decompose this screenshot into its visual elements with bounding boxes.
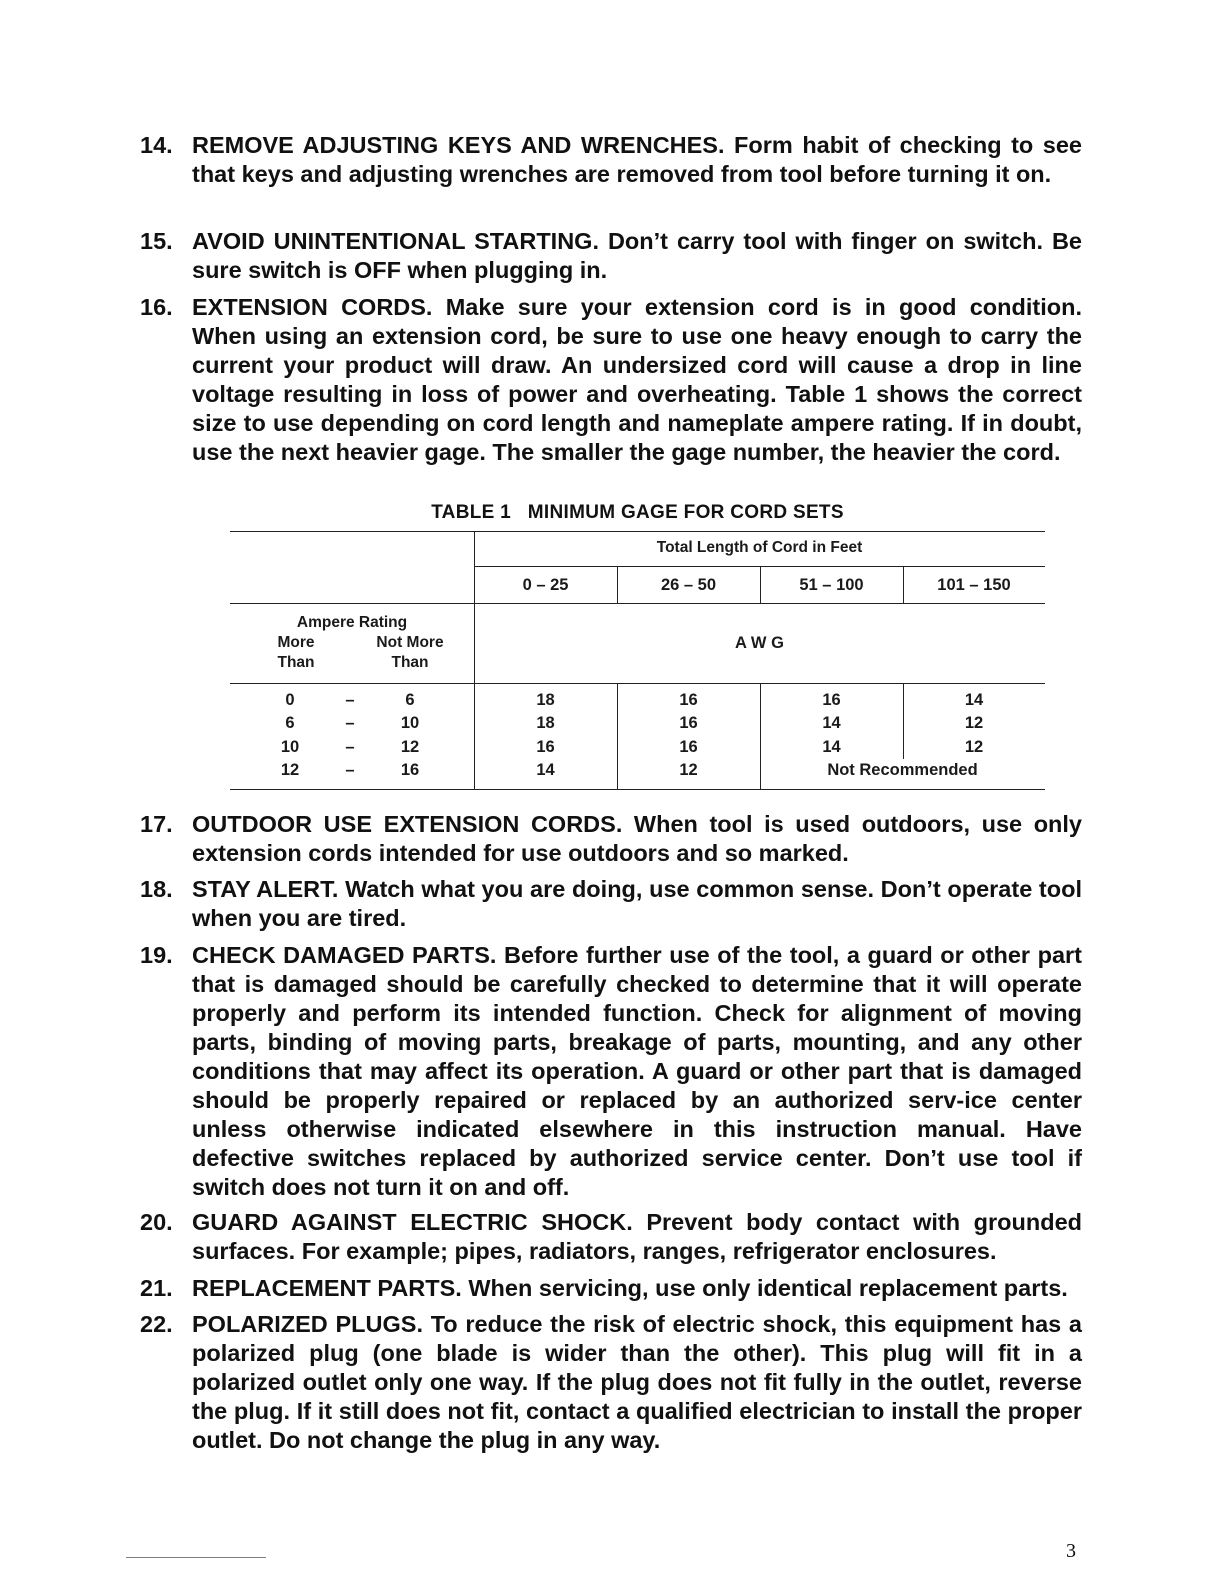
item-text: Before further use of the tool, a guard or other part that is damaged should be carefully checked to determine that it will operate properly and perform its intended function. Check for alignment of moving parts, binding of moving parts, breakage of parts, mounting, and any other conditions that may affect its operation. A guard or other part that is damaged should be properly repaired or replaced by an authorized serv-ice center unless otherwise indicated elsewhere in this instruction manual. Have defective switches replaced by authorized service center. Don’t use tool if switch does not turn it on and off. bbox=[192, 942, 1082, 1200]
gage-cell: 12 bbox=[964, 714, 984, 732]
table-divider-main bbox=[474, 531, 475, 789]
amp-more: 0 bbox=[285, 691, 295, 709]
item-text: To reduce the risk of electric shock, this equipment has a polarized plug (one blade is wider than the other). This plug will fit in a polarized outlet only one way. If the plug does not fit fully in the outlet, reverse the plug. If it still does not fit, contact a qualified electrician to install the proper outlet. Do not change the plug in any way. bbox=[192, 1311, 1083, 1453]
gage-cell: 14 bbox=[964, 691, 984, 709]
safety-item-16 bbox=[140, 293, 1082, 467]
safety-item-17 bbox=[140, 810, 1082, 868]
item-text: When tool is used outdoors, use only extension cords intended for use outdoors and so marked. bbox=[192, 811, 1082, 866]
gage-cell: 12 bbox=[964, 738, 984, 756]
not-recommended-cell: Not Recommended bbox=[827, 761, 978, 779]
not-more-than-header: Not More Than bbox=[376, 634, 444, 671]
item-number: 22. bbox=[140, 1311, 173, 1337]
item-text: Don’t carry tool with finger on switch. Be sure switch is OFF when plugging in. bbox=[192, 228, 1082, 283]
safety-item-15 bbox=[140, 227, 1082, 285]
length-header: Total Length of Cord in Feet bbox=[656, 539, 863, 556]
table-rule-header bbox=[230, 603, 1045, 604]
item-text: When servicing, use only identical replacement parts. bbox=[461, 1275, 1068, 1301]
amp-more: 6 bbox=[285, 714, 295, 732]
safety-item-19 bbox=[140, 941, 1082, 1202]
item-title: POLARIZED PLUGS. bbox=[192, 1311, 423, 1337]
gage-cell: 16 bbox=[679, 714, 698, 732]
item-number: 19. bbox=[140, 942, 173, 968]
item-text: Watch what you are doing, use common sense. Don’t operate tool when you are tired. bbox=[192, 876, 1082, 931]
item-title: REMOVE ADJUSTING KEYS AND WRENCHES. bbox=[192, 132, 725, 158]
length-col-1: 0 – 25 bbox=[522, 576, 569, 594]
amp-dash: – bbox=[345, 761, 355, 779]
table-divider-col2 bbox=[617, 566, 618, 603]
amp-dash: – bbox=[345, 691, 355, 709]
gage-cell: 18 bbox=[536, 691, 555, 709]
item-title: CHECK DAMAGED PARTS. bbox=[192, 942, 497, 968]
gage-cell: 18 bbox=[536, 714, 555, 732]
gage-cell: 12 bbox=[679, 761, 698, 779]
item-number: 16. bbox=[140, 294, 173, 320]
length-col-4: 101 – 150 bbox=[937, 576, 1011, 594]
amp-not-more: 10 bbox=[400, 714, 420, 732]
item-number: 17. bbox=[140, 811, 173, 837]
amp-not-more: 6 bbox=[405, 691, 415, 709]
gage-cell: 14 bbox=[536, 761, 555, 779]
amp-dash: – bbox=[345, 738, 355, 756]
item-title: REPLACEMENT PARTS. bbox=[192, 1275, 462, 1301]
amp-not-more: 12 bbox=[400, 738, 420, 756]
amp-dash: – bbox=[345, 714, 355, 732]
length-col-2: 26 – 50 bbox=[660, 576, 717, 594]
safety-item-22 bbox=[140, 1310, 1082, 1455]
ampere-header: Ampere Rating bbox=[296, 614, 408, 631]
gage-cell: 14 bbox=[822, 738, 841, 756]
amp-more: 10 bbox=[280, 738, 300, 756]
table-rule-bottom bbox=[230, 789, 1045, 790]
safety-item-20 bbox=[140, 1208, 1082, 1266]
table-divider-col2-body bbox=[617, 683, 618, 789]
safety-item-21 bbox=[140, 1274, 1082, 1303]
safety-item-18 bbox=[140, 875, 1082, 933]
gage-cell: 16 bbox=[679, 738, 698, 756]
item-text: Make sure your extension cord is in good condition. When using an extension cord, be sure to use one heavy enough to carry the current your product will draw. An undersized cord will cause a drop in line voltage resulting in loss of power and overheating. Table 1 shows the correct size to use depending on cord length and nameplate ampere rating. If in doubt, use the next heavier gage. The smaller the gage number, the heavier the cord. bbox=[192, 294, 1082, 465]
item-text: Prevent body contact with grounded surfaces. For example; pipes, radiators, ranges, refrigerator enclosures. bbox=[192, 1209, 1083, 1264]
table-rule-awg bbox=[230, 683, 1045, 684]
gage-cell: 14 bbox=[822, 714, 841, 732]
table-rule-length bbox=[474, 566, 1045, 567]
item-number: 14. bbox=[140, 132, 173, 158]
item-number: 21. bbox=[140, 1275, 173, 1301]
table-divider-col4 bbox=[903, 566, 904, 603]
safety-item-14 bbox=[140, 131, 1082, 189]
item-title: STAY ALERT. bbox=[192, 876, 339, 902]
item-number: 20. bbox=[140, 1209, 173, 1235]
gage-cell: 16 bbox=[822, 691, 841, 709]
item-number: 18. bbox=[140, 876, 173, 902]
footer-rule bbox=[126, 1557, 266, 1558]
item-title: OUTDOOR USE EXTENSION CORDS. bbox=[192, 811, 623, 837]
table-divider-col4-body bbox=[903, 683, 904, 759]
page-number: 3 bbox=[1066, 1540, 1076, 1562]
gage-cell: 16 bbox=[536, 738, 555, 756]
amp-not-more: 16 bbox=[400, 761, 420, 779]
table-rule-top bbox=[230, 531, 1045, 532]
item-title: GUARD AGAINST ELECTRIC SHOCK. bbox=[192, 1209, 633, 1235]
length-col-3: 51 – 100 bbox=[799, 576, 864, 594]
item-title: EXTENSION CORDS. bbox=[192, 294, 433, 320]
amp-more: 12 bbox=[280, 761, 300, 779]
more-than-header: More Than bbox=[277, 634, 315, 671]
table-caption: TABLE 1 MINIMUM GAGE FOR CORD SETS bbox=[431, 502, 844, 523]
item-text: Form habit of checking to see that keys and adjusting wrenches are removed from tool before turning it on. bbox=[192, 132, 1082, 187]
item-number: 15. bbox=[140, 228, 173, 254]
item-title: AVOID UNINTENTIONAL STARTING. bbox=[192, 228, 599, 254]
awg-label: A W G bbox=[735, 634, 784, 652]
gage-cell: 16 bbox=[679, 691, 698, 709]
table-divider-col3 bbox=[760, 566, 761, 603]
table-divider-col3-body bbox=[760, 683, 761, 789]
